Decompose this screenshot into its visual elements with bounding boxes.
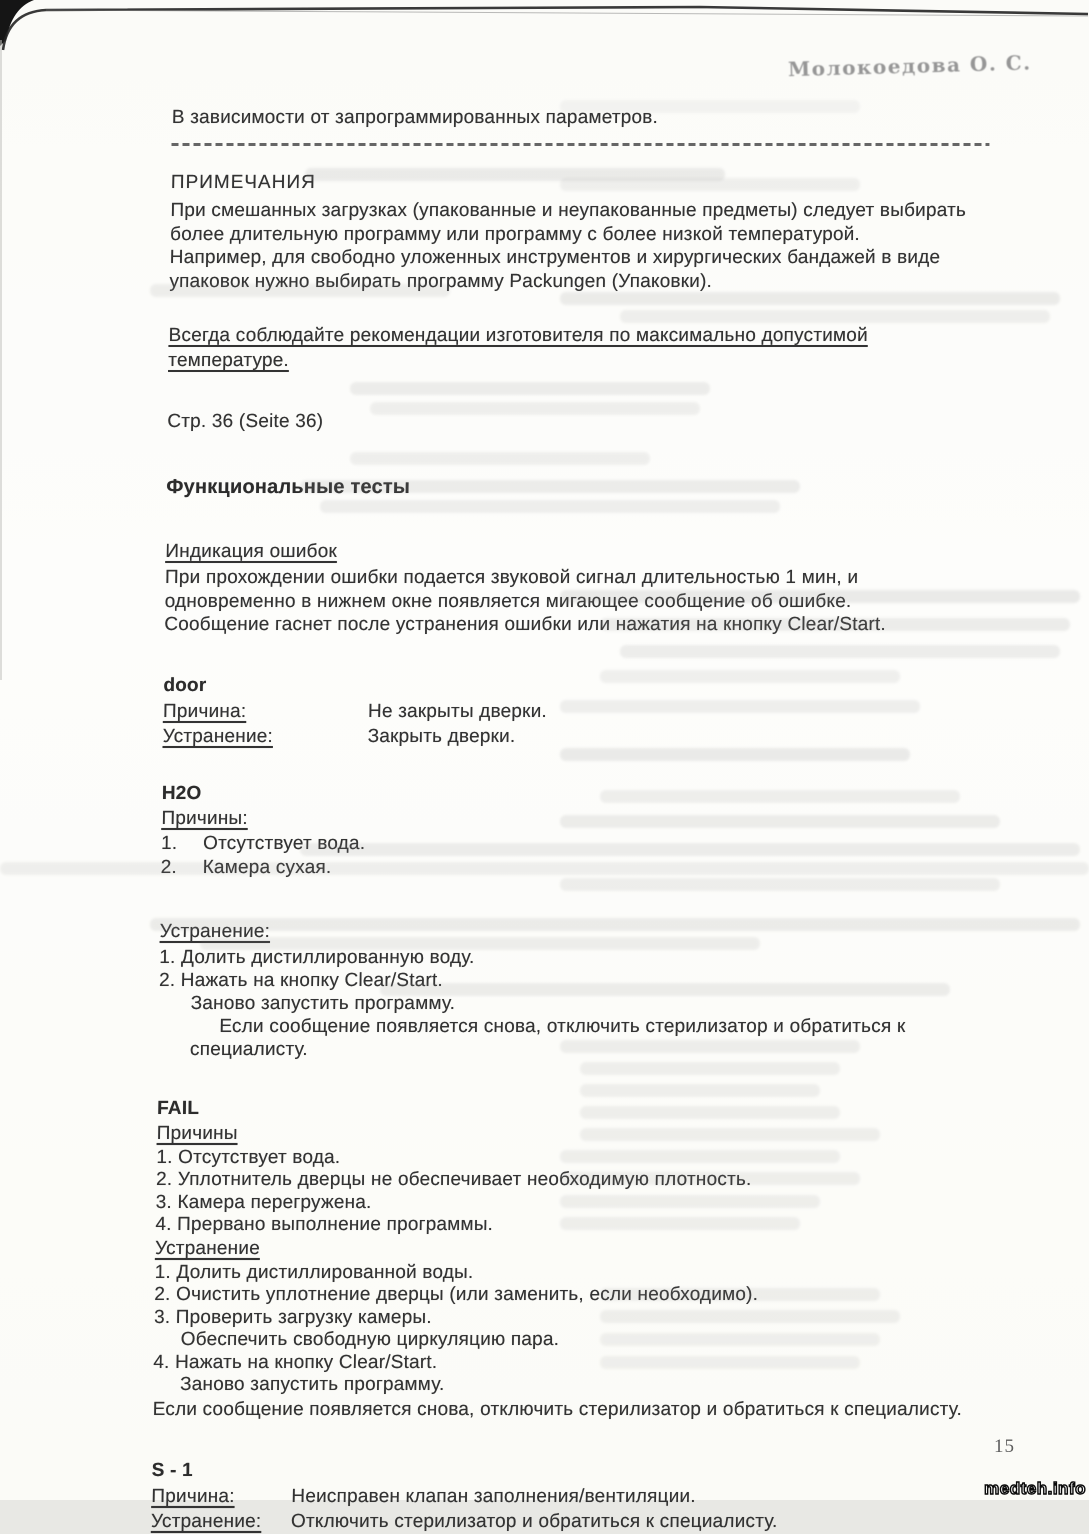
- error-indication-paragraph: [164, 566, 1033, 637]
- notes-line: более длительную программу или программу с более низкой температурой.: [169, 223, 861, 245]
- warning-line: Всегда соблюдайте рекомендации изготовителя по максимально допустимой: [168, 325, 869, 346]
- page-number: 15: [994, 1436, 1015, 1457]
- fail-fix-list: [153, 1262, 1023, 1397]
- fail-causes-label: Причины: [156, 1122, 238, 1144]
- list-item: 3. Камера перегружена.: [155, 1191, 372, 1213]
- s1-fix-row: [151, 1509, 1019, 1534]
- list-item: Если сообщение появляется снова, отключить стерилизатор и обратиться к: [219, 1015, 906, 1037]
- h2o-fix-label: Устранение:: [159, 920, 271, 942]
- list-item: 2. Уплотнитель дверцы не обеспечивает необходимую плотность.: [155, 1169, 752, 1190]
- error-code-door: door: [163, 674, 207, 696]
- list-item: 1. Долить дистиллированной воды.: [154, 1261, 474, 1283]
- page-reference: Стр. 36 (Seite 36): [167, 411, 324, 432]
- s1-cause-row: [151, 1484, 1019, 1509]
- list-item: 2. Нажать на кнопку Clear/Start.: [158, 969, 444, 991]
- notes-line: Например, для свободно уложенных инструментов и хирургических бандажей в виде: [169, 247, 941, 268]
- error-code-fail: FAIL: [156, 1097, 200, 1119]
- list-item: специалисту.: [189, 1038, 308, 1060]
- error-indication-line: При прохождении ошибки подается звуковой сигнал длительностью 1 мин, и: [164, 567, 859, 588]
- page-edge-artifact-left: [0, 40, 2, 680]
- fail-footer-line: Если сообщение появляется снова, отключить стерилизатор и обратиться к специалисту.: [152, 1398, 963, 1420]
- notes-paragraph: [169, 199, 1038, 293]
- dashed-separator: [171, 143, 989, 146]
- list-item: 2. Очистить уплотнение дверцы (или заменить, если необходимо).: [154, 1284, 759, 1305]
- error-indication-line: Сообщение гаснет после устранения ошибки или нажатия на кнопку Clear/Start.: [164, 614, 887, 635]
- list-item: Заново запустить программу.: [179, 1374, 445, 1395]
- fix-text: Закрыть дверки.: [367, 725, 516, 747]
- owner-stamp: Молокоедова О. С.: [787, 50, 1032, 82]
- fail-causes: [155, 1147, 1024, 1237]
- cause-label: Причина:: [162, 700, 247, 722]
- fix-label: Устранение:: [150, 1510, 262, 1532]
- error-indication-line: одновременно в нижнем окне появляется мигающее сообщение об ошибке.: [164, 590, 852, 612]
- list-item: 4. Нажать на кнопку Clear/Start.: [153, 1351, 438, 1373]
- list-item: 1. Отсутствует вода.: [160, 832, 366, 854]
- notes-line: упаковок нужно выбирать программу Packungen (Упаковки).: [169, 270, 713, 292]
- door-fix-row: [162, 724, 1030, 749]
- fix-text: Отключить стерилизатор и обратиться к специалисту.: [290, 1510, 778, 1532]
- watermark: medteh.info: [984, 1479, 1086, 1498]
- notes-line: При смешанных загрузках (упакованные и неупакованные предметы) следует выбирать: [170, 200, 967, 221]
- list-item: 1. Долить дистиллированную воду.: [159, 946, 475, 968]
- door-cause-row: [163, 699, 1031, 724]
- h2o-causes-label: Причины:: [161, 807, 248, 829]
- h2o-causes: [161, 833, 1030, 879]
- list-item: 4. Прервано выполнение программы.: [155, 1214, 494, 1235]
- list-item: Заново запустить программу.: [190, 992, 456, 1014]
- error-code-h2o: H2O: [161, 782, 202, 804]
- notes-warning: [168, 323, 1037, 373]
- intro-line: В зависимости от запрограммированных параметров.: [171, 107, 659, 128]
- fail-fix-label: Устранение: [154, 1237, 261, 1259]
- cause-text: Не закрыты дверки.: [367, 700, 548, 722]
- notes-heading: ПРИМЕЧАНИЯ: [170, 172, 316, 193]
- error-indication-heading: Индикация ошибок: [165, 541, 338, 562]
- functional-tests-heading: Функциональные тесты: [166, 476, 411, 498]
- h2o-fix-list: [158, 946, 1028, 1061]
- list-item: Обеспечить свободную циркуляцию пара.: [180, 1329, 560, 1350]
- cause-text: Неисправен клапан заполнения/вентиляции.: [291, 1485, 696, 1507]
- list-item: 3. Проверить загрузку камеры.: [153, 1306, 432, 1328]
- list-item: 1. Отсутствует вода.: [156, 1146, 341, 1168]
- error-code-s1: S - 1: [151, 1459, 194, 1481]
- document-body: [151, 106, 1040, 1534]
- cause-label: Причина:: [151, 1485, 235, 1507]
- list-item: 2. Камера сухая.: [160, 856, 332, 878]
- warning-line: температуре.: [168, 350, 290, 371]
- fix-label: Устранение:: [162, 725, 274, 747]
